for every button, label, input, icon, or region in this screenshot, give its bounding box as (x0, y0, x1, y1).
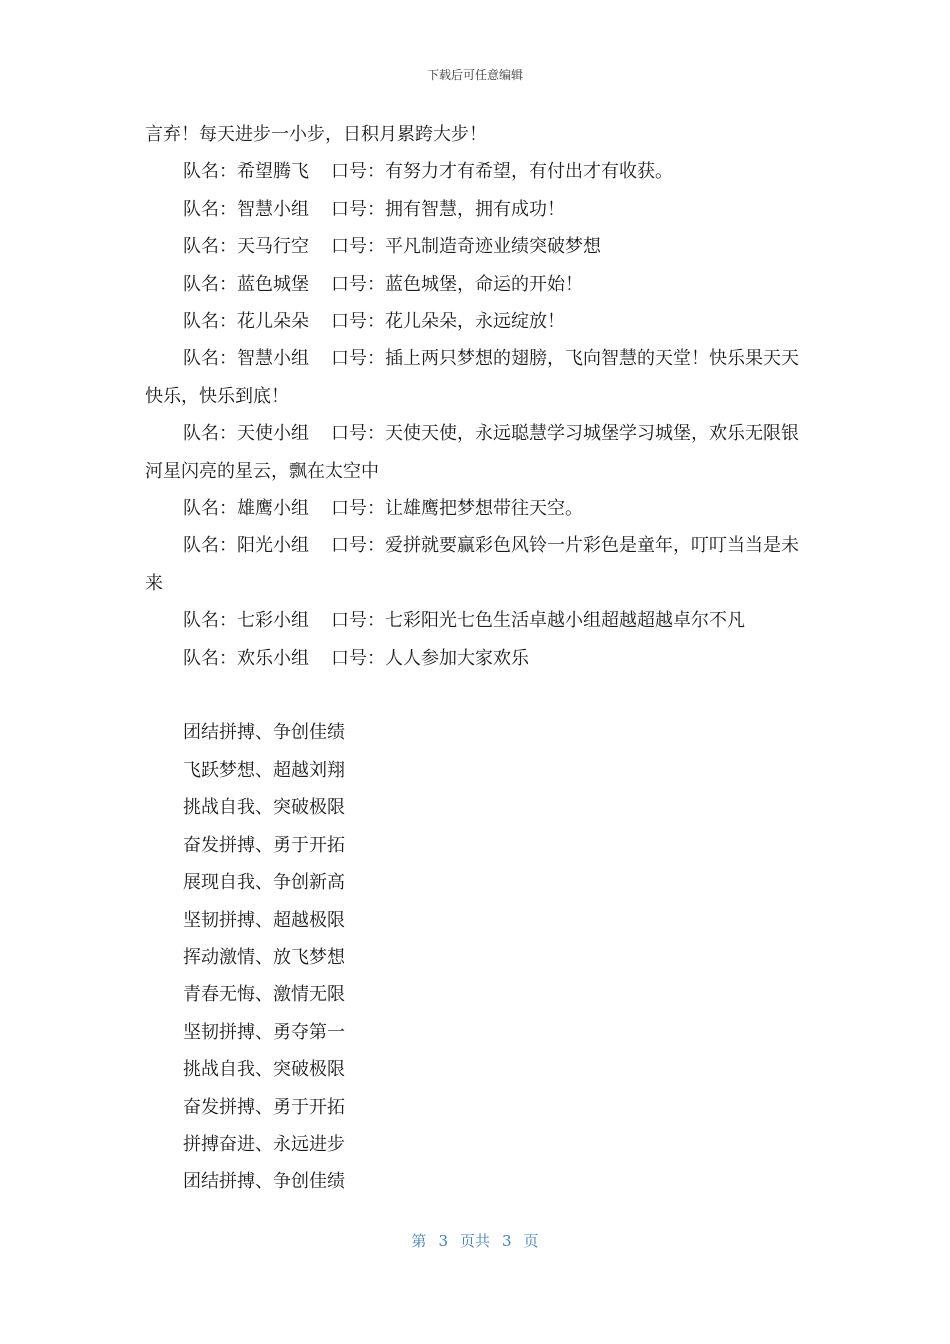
footer-prefix: 第 (411, 1232, 427, 1250)
motto-line: 团结拼搏、争创佳绩 (183, 722, 345, 744)
team-slogan: 口号：让雄鹰把梦想带往天空。 (331, 498, 583, 520)
team-slogan: 口号：有努力才有希望，有付出才有收获。 (331, 161, 673, 183)
team-entry (145, 527, 805, 602)
page-footer (0, 1230, 950, 1251)
motto-line: 坚韧拼搏、勇夺第一 (183, 1021, 345, 1043)
motto-line: 坚韧拼搏、超越极限 (183, 909, 345, 931)
motto-line: 展现自我、争创新高 (183, 872, 345, 894)
team-name: 队名：天使小组 (183, 423, 309, 445)
motto-line: 挑战自我、突破极限 (183, 797, 345, 819)
footer-page-number: 3 (438, 1232, 448, 1250)
footer-suffix: 页 (523, 1232, 539, 1250)
team-slogan: 口号：人人参加大家欢乐 (331, 647, 529, 669)
team-slogan: 口号：平凡制造奇迹业绩突破梦想 (331, 236, 601, 258)
team-name: 队名：欢乐小组 (183, 647, 309, 669)
motto-line: 奋发拼搏、勇于开拓 (183, 1096, 345, 1118)
footer-total-pages: 3 (502, 1232, 512, 1250)
page-header: 下载后可任意编辑 (426, 68, 523, 82)
team-entry (145, 153, 805, 190)
motto-list (145, 714, 805, 1200)
team-entry (145, 602, 805, 639)
team-slogan: 口号：天使天使，永远聪慧学习城堡学习城堡，欢乐无限银河星闪亮的星云，飘在太空中 (145, 423, 799, 482)
team-name: 队名：智慧小组 (183, 198, 309, 220)
motto-line: 青春无悔、激情无限 (183, 984, 345, 1006)
team-slogan: 口号：七彩阳光七色生活卓越小组超越超越卓尔不凡 (331, 610, 745, 632)
team-name: 队名：雄鹰小组 (183, 498, 309, 520)
team-name: 队名：希望腾飞 (183, 161, 309, 183)
motto-line: 飞跃梦想、超越刘翔 (183, 759, 345, 781)
team-name: 队名：阳光小组 (183, 535, 309, 557)
team-name: 队名：七彩小组 (183, 610, 309, 632)
team-entry (145, 191, 805, 228)
team-entry (145, 340, 805, 415)
team-entry (145, 303, 805, 340)
team-slogan: 口号：花儿朵朵，永远绽放！ (331, 311, 565, 333)
team-name: 队名：花儿朵朵 (183, 311, 309, 333)
document-body (145, 116, 805, 1201)
continued-line: 言弃！每天进步一小步，日积月累跨大步！ (145, 124, 487, 145)
team-name: 队名：智慧小组 (183, 348, 309, 370)
blank-line (145, 677, 805, 714)
team-name: 队名：天马行空 (183, 236, 309, 258)
team-slogan: 口号：拥有智慧，拥有成功！ (331, 198, 565, 220)
team-entry (145, 228, 805, 265)
motto-line: 奋发拼搏、勇于开拓 (183, 834, 345, 856)
team-slogan: 口号：蓝色城堡，命运的开始！ (331, 273, 583, 295)
motto-line: 团结拼搏、争创佳绩 (183, 1171, 345, 1193)
team-list (145, 153, 805, 677)
team-slogan: 口号：爱拼就要赢彩色风铃一片彩色是童年，叮叮当当是未来 (145, 535, 799, 594)
team-name: 队名：蓝色城堡 (183, 273, 309, 295)
team-slogan: 口号：插上两只梦想的翅膀，飞向智慧的天堂！快乐果天天快乐，快乐到底！ (145, 348, 799, 407)
team-entry (145, 490, 805, 527)
team-entry (145, 640, 805, 677)
footer-middle: 页共 (459, 1232, 490, 1250)
motto-line: 挥动激情、放飞梦想 (183, 946, 345, 968)
team-entry (145, 266, 805, 303)
motto-line: 挑战自我、突破极限 (183, 1059, 345, 1081)
team-entry (145, 415, 805, 490)
motto-line: 拼搏奋进、永远进步 (183, 1133, 345, 1155)
